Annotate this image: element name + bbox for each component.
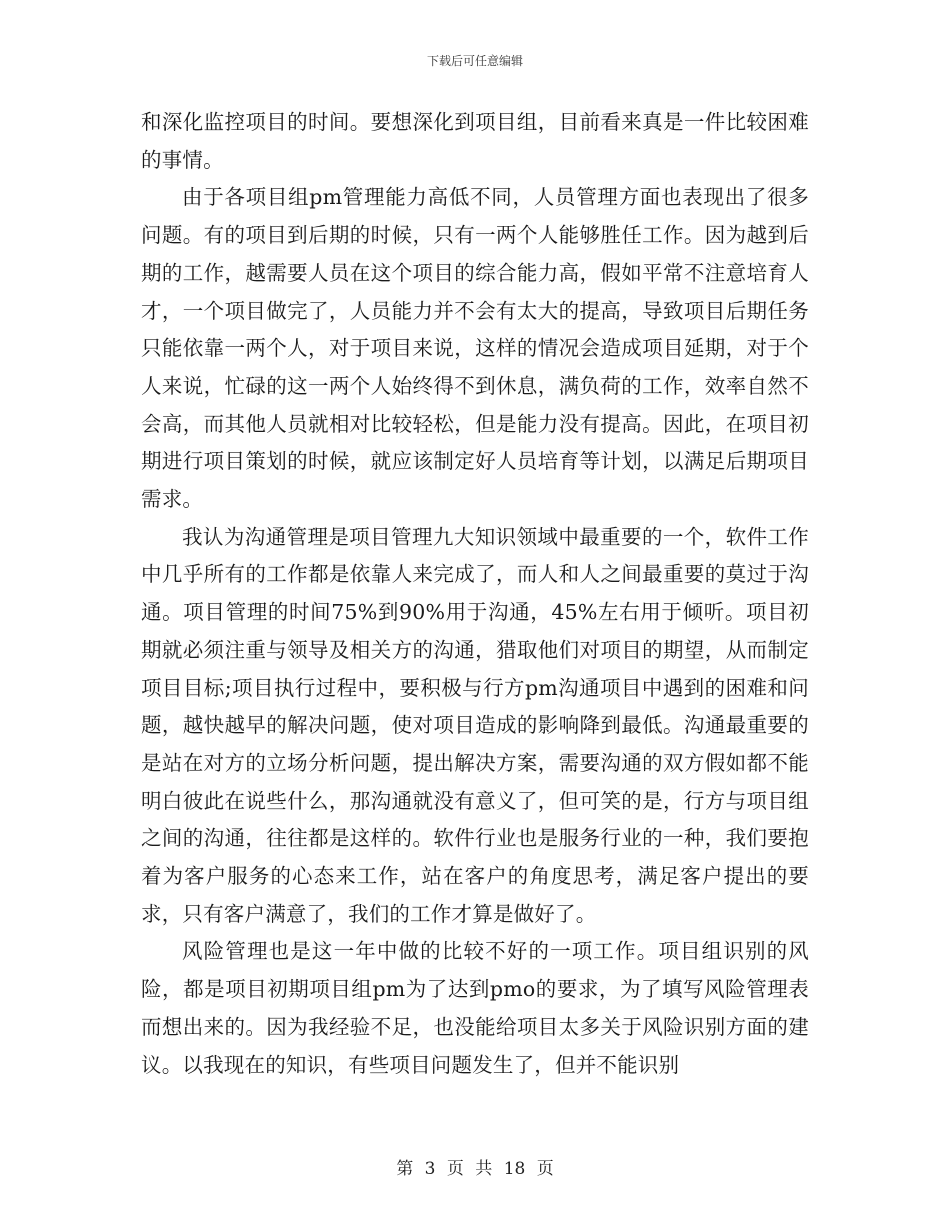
paragraph-continuation: 和深化监控项目的时间。要想深化到项目组，目前看来真是一件比较困难的事情。 — [141, 110, 809, 172]
page-footer: 第 3 页 共 18 页 — [396, 1159, 554, 1179]
paragraph-risk-management: 风险管理也是这一年中做的比较不好的一项工作。项目组识别的风险，都是项目初期项目组pm为了达到pmo的要求，为了填写风险管理表而想出来的。因为我经验不足，也没能给项目太多关于风险识别方面的建议。以我现在的知识，有些项目问题发生了，但并不能识别 — [141, 939, 809, 1077]
document-body — [141, 104, 809, 1084]
paragraph-communication-management: 我认为沟通管理是项目管理九大知识领域中最重要的一个，软件工作中几乎所有的工作都是依靠人来完成了，而人和人之间最重要的莫过于沟通。项目管理的时间75%到90%用于沟通，45%左右用于倾听。项目初期就必须注重与领导及相关方的沟通，猎取他们对项目的期望，从而制定项目目标;项目执行过程中，要积极与行方pm沟通项目中遇到的困难和问题，越快越早的解决问题，使对项目造成的影响降到最低。沟通最重要的是站在对方的立场分析问题，提出解决方案，需要沟通的双方假如都不能明白彼此在说些什么，那沟通就没有意义了，但可笑的是，行方与项目组之间的沟通，往往都是这样的。软件行业也是服务行业的一种，我们要抱着为客户服务的心态来工作，站在客户的角度思考，满足客户提出的要求，只有客户满意了，我们的工作才算是做好了。 — [141, 524, 809, 926]
paragraph-personnel-management: 由于各项目组pm管理能力高低不同，人员管理方面也表现出了很多问题。有的项目到后期的时候，只有一两个人能够胜任工作。因为越到后期的工作，越需要人员在这个项目的综合能力高，假如平常不注意培育人才，一个项目做完了，人员能力并不会有太大的提高，导致项目后期任务只能依靠一两个人，对于项目来说，这样的情况会造成项目延期，对于个人来说，忙碌的这一两个人始终得不到休息，满负荷的工作，效率自然不会高，而其他人员就相对比较轻松，但是能力没有提高。因此，在项目初期进行项目策划的时候，就应该制定好人员培育等计划，以满足后期项目需求。 — [141, 185, 809, 512]
page-header: 下载后可任意编辑 — [426, 54, 523, 68]
